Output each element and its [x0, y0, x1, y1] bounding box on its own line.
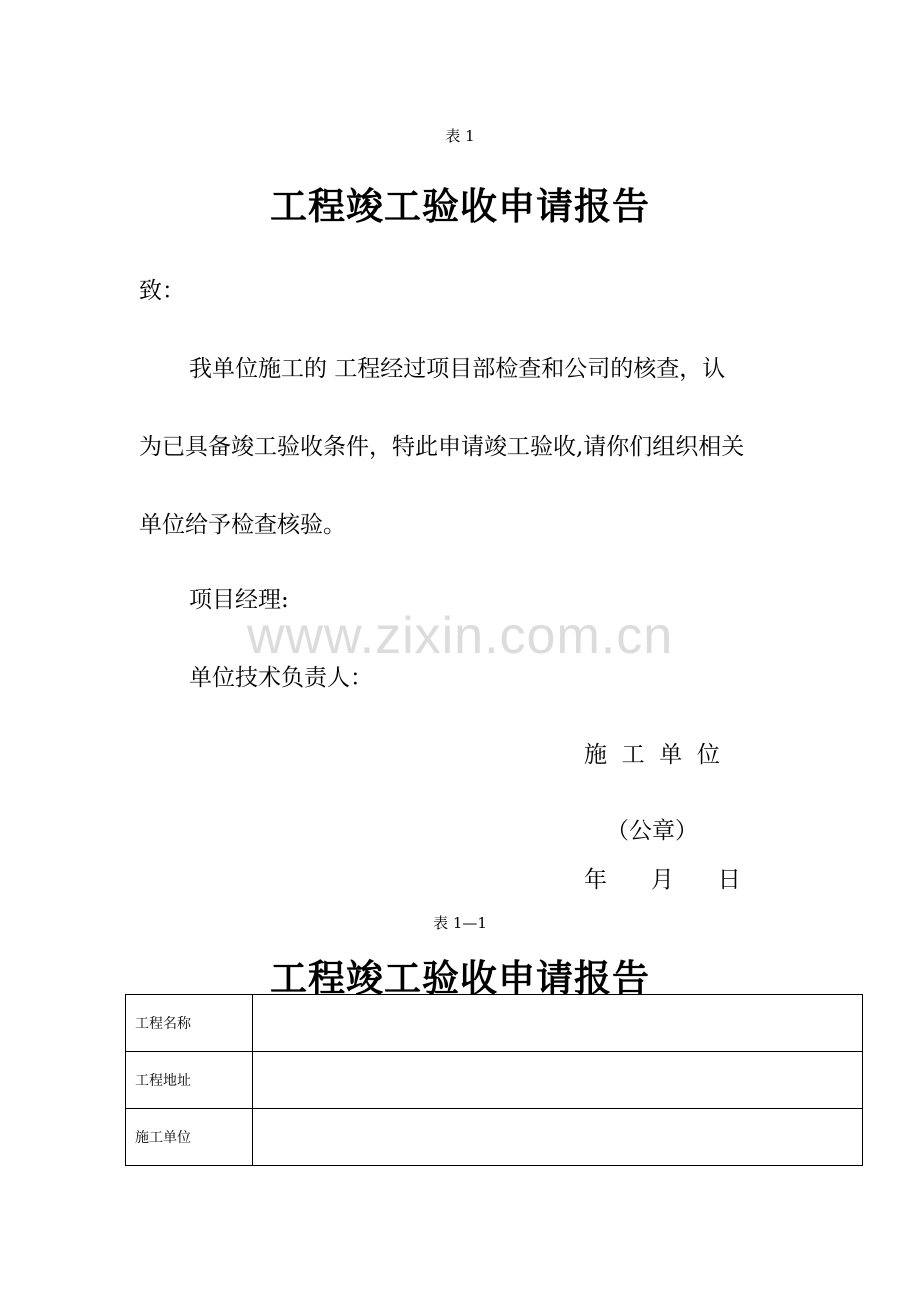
paragraph-line-2: 为已具备竣工验收条件，特此申请竣工验收,请你们组织相关 [139, 434, 745, 460]
table-row [126, 995, 863, 1052]
row-value-project-name[interactable] [253, 995, 863, 1052]
table-row [126, 1052, 863, 1109]
tech-lead-label: 单位技术负责人： [189, 665, 373, 691]
row-value-construction-unit[interactable] [253, 1109, 863, 1166]
date-line: 年 月 日 [584, 867, 741, 893]
project-info-table [125, 994, 863, 1166]
table-number-label: 表 1 [445, 127, 475, 145]
paragraph-line-1: 我单位施工的 工程经过项目部检查和公司的核查，认 [189, 356, 726, 382]
watermark: www.zixin.com.cn [246, 607, 674, 665]
row-label-project-name: 工程名称 [126, 995, 253, 1052]
table-row [126, 1109, 863, 1166]
project-manager-label: 项目经理: [189, 587, 289, 613]
salutation: 致： [139, 278, 185, 304]
seal-label: （公章） [606, 818, 698, 844]
paragraph-line-3: 单位给予检查核验。 [139, 512, 346, 538]
document-title: 工程竣工验收申请报告 [270, 185, 650, 228]
construction-unit-label: 施 工 单 位 [584, 742, 720, 768]
row-label-project-address: 工程地址 [126, 1052, 253, 1109]
table-number-label-2: 表 1—1 [433, 914, 487, 932]
document-title-2: 工程竣工验收申请报告 [270, 957, 650, 1000]
row-value-project-address[interactable] [253, 1052, 863, 1109]
row-label-construction-unit: 施工单位 [126, 1109, 253, 1166]
